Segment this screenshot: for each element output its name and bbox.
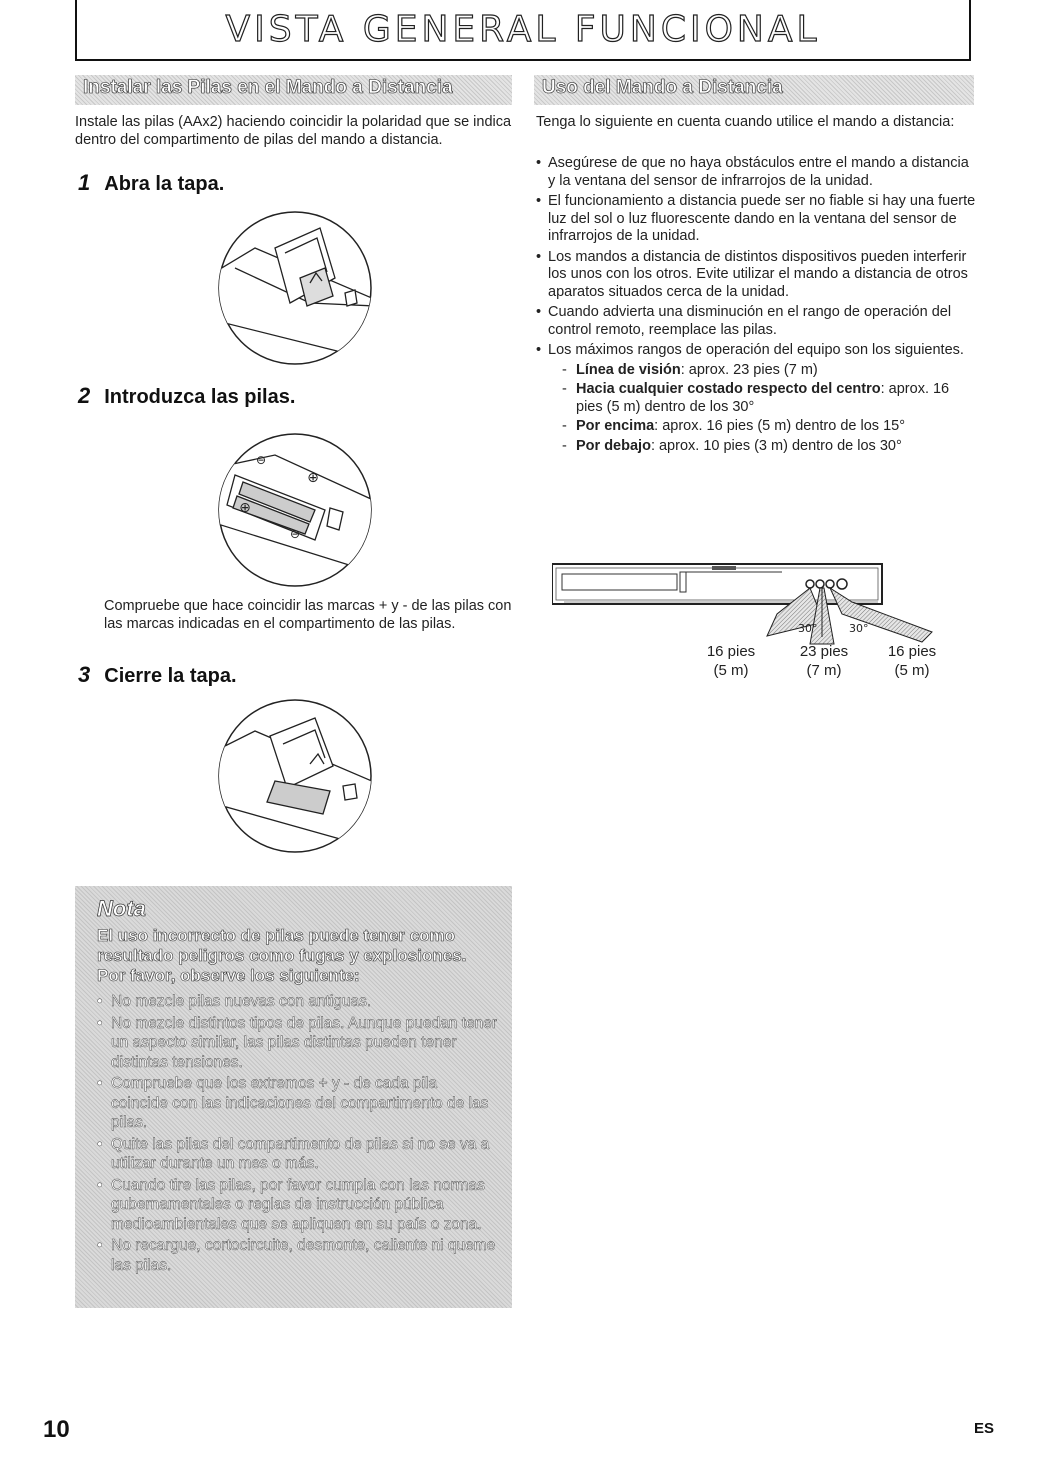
step-2-label: Introduzca las pilas. xyxy=(104,386,296,408)
close-cover-illustration xyxy=(215,696,375,856)
remote-use-intro: Tenga lo siguiente en cuenta cuando utilice el mando a distancia: xyxy=(536,114,955,130)
range-label: Línea de visión xyxy=(576,361,681,378)
language-code: ES xyxy=(974,1420,995,1437)
list-item: • Cuando advierta una disminución en el rango de operación del control remoto, reemplace las pilas. xyxy=(536,304,976,339)
range-value: : aprox. 23 pies (7 m) xyxy=(680,361,818,378)
list-item xyxy=(536,342,976,455)
range-item xyxy=(562,381,976,416)
range-label-left xyxy=(691,642,771,680)
list-item: • Quite las pilas del compartimento de pilas si no se va a utilizar durante un mes o más. xyxy=(97,1135,498,1174)
list-item: • Cuando tire las pilas, por favor cumpla con las normas gubernamentales o reglas de instrucción pública medioambientales que se apliquen en su país o zona. xyxy=(97,1176,498,1235)
range-item xyxy=(562,418,976,436)
minus-mark-bottom: ⊖ xyxy=(289,527,301,541)
range-distance-feet: 16 pies xyxy=(887,643,937,660)
remote-use-list xyxy=(536,155,976,458)
page-title: VISTA GENERAL FUNCIONAL xyxy=(225,9,821,50)
range-distance-meters: (7 m) xyxy=(806,662,842,679)
list-item: • No recargue, cortocircuite, desmonte, caliente ni queme las pilas. xyxy=(97,1236,498,1275)
step-2-number: 2 xyxy=(78,383,91,408)
angle-left-label: 30° xyxy=(798,622,818,635)
insert-batteries-illustration xyxy=(215,430,375,590)
list-item: • No mezcle pilas nuevas con antiguas. xyxy=(97,992,498,1012)
step-1-label: Abra la tapa. xyxy=(104,173,225,195)
range-label: Hacia cualquier costado respecto del centro xyxy=(576,381,881,397)
list-item: • Los mandos a distancia de distintos dispositivos pueden interferir los unos con los otros. Evite utilizar el mando a distancia de otros aparatos situados cerca de la unidad. xyxy=(536,249,976,302)
range-distance-meters: (5 m) xyxy=(713,662,749,679)
note-title: Nota xyxy=(97,896,146,921)
list-item: • Asegúrese de que no haya obstáculos entre el mando a distancia y la ventana del sensor de infrarrojos de la unidad. xyxy=(536,155,976,190)
range-value: : aprox. 16 pies (5 m) dentro de los 15° xyxy=(654,418,905,434)
plus-mark-bottom: ⊕ xyxy=(239,500,251,516)
note-box xyxy=(75,886,512,1308)
range-label-center xyxy=(784,642,864,680)
range-list xyxy=(548,362,976,456)
plus-mark-top: ⊕ xyxy=(307,470,319,486)
range-diagram xyxy=(552,562,962,650)
list-item-text: Los máximos rangos de operación del equipo son los siguientes. xyxy=(548,342,964,358)
note-list xyxy=(97,992,498,1275)
section-heading-remote-use: Uso del Mando a Distancia xyxy=(534,75,974,105)
note-intro: El uso incorrecto de pilas puede tener como resultado peligros como fugas y explosiones. Por favor, observe los siguiente: xyxy=(97,926,467,985)
open-cover-illustration xyxy=(215,208,375,368)
range-item xyxy=(562,438,976,456)
step-3-label: Cierre la tapa. xyxy=(104,665,237,687)
list-item: • Compruebe que los extremos + y - de cada pila coincide con las indicaciones del compartimento de las pilas. xyxy=(97,1074,498,1133)
range-value: : aprox. 16 pies (5 m) dentro de los 30° xyxy=(576,381,950,415)
range-item xyxy=(562,362,976,380)
step-2 xyxy=(78,383,295,409)
step-1-number: 1 xyxy=(78,170,91,195)
polarity-note: Compruebe que hace coincidir las marcas + y - de las pilas con las marcas indicadas en el compartimento de las pilas. xyxy=(104,598,512,632)
step-1 xyxy=(78,170,224,196)
step-3 xyxy=(78,662,237,688)
range-distance-feet: 23 pies xyxy=(799,643,849,660)
angle-right-label: 30° xyxy=(849,622,869,635)
section-heading-install-batteries: Instalar las Pilas en el Mando a Distancia xyxy=(75,75,512,105)
range-label: Por encima xyxy=(576,418,655,434)
list-item: • No mezcle distintos tipos de pilas. Aunque puedan tener un aspecto similar, las pilas distintas pueden tener distintas tensiones. xyxy=(97,1014,498,1073)
range-value: : aprox. 10 pies (3 m) dentro de los 30° xyxy=(650,437,902,454)
range-distance-meters: (5 m) xyxy=(894,662,930,679)
page-header xyxy=(75,0,971,61)
install-intro: Instale las pilas (AAx2) haciendo coincidir la polaridad que se indica dentro del compartimento de pilas del mando a distancia. xyxy=(75,114,512,148)
step-3-number: 3 xyxy=(78,662,91,687)
page-number: 10 xyxy=(43,1416,70,1443)
minus-mark-top: ⊖ xyxy=(255,453,267,467)
range-distance-feet: 16 pies xyxy=(706,643,756,660)
range-label: Por debajo xyxy=(576,437,651,454)
range-label-right xyxy=(872,642,952,680)
list-item: • El funcionamiento a distancia puede ser no fiable si hay una fuerte luz del sol o luz fluorescente dando en la ventana del sensor de infrarrojos de la unidad. xyxy=(536,193,976,246)
